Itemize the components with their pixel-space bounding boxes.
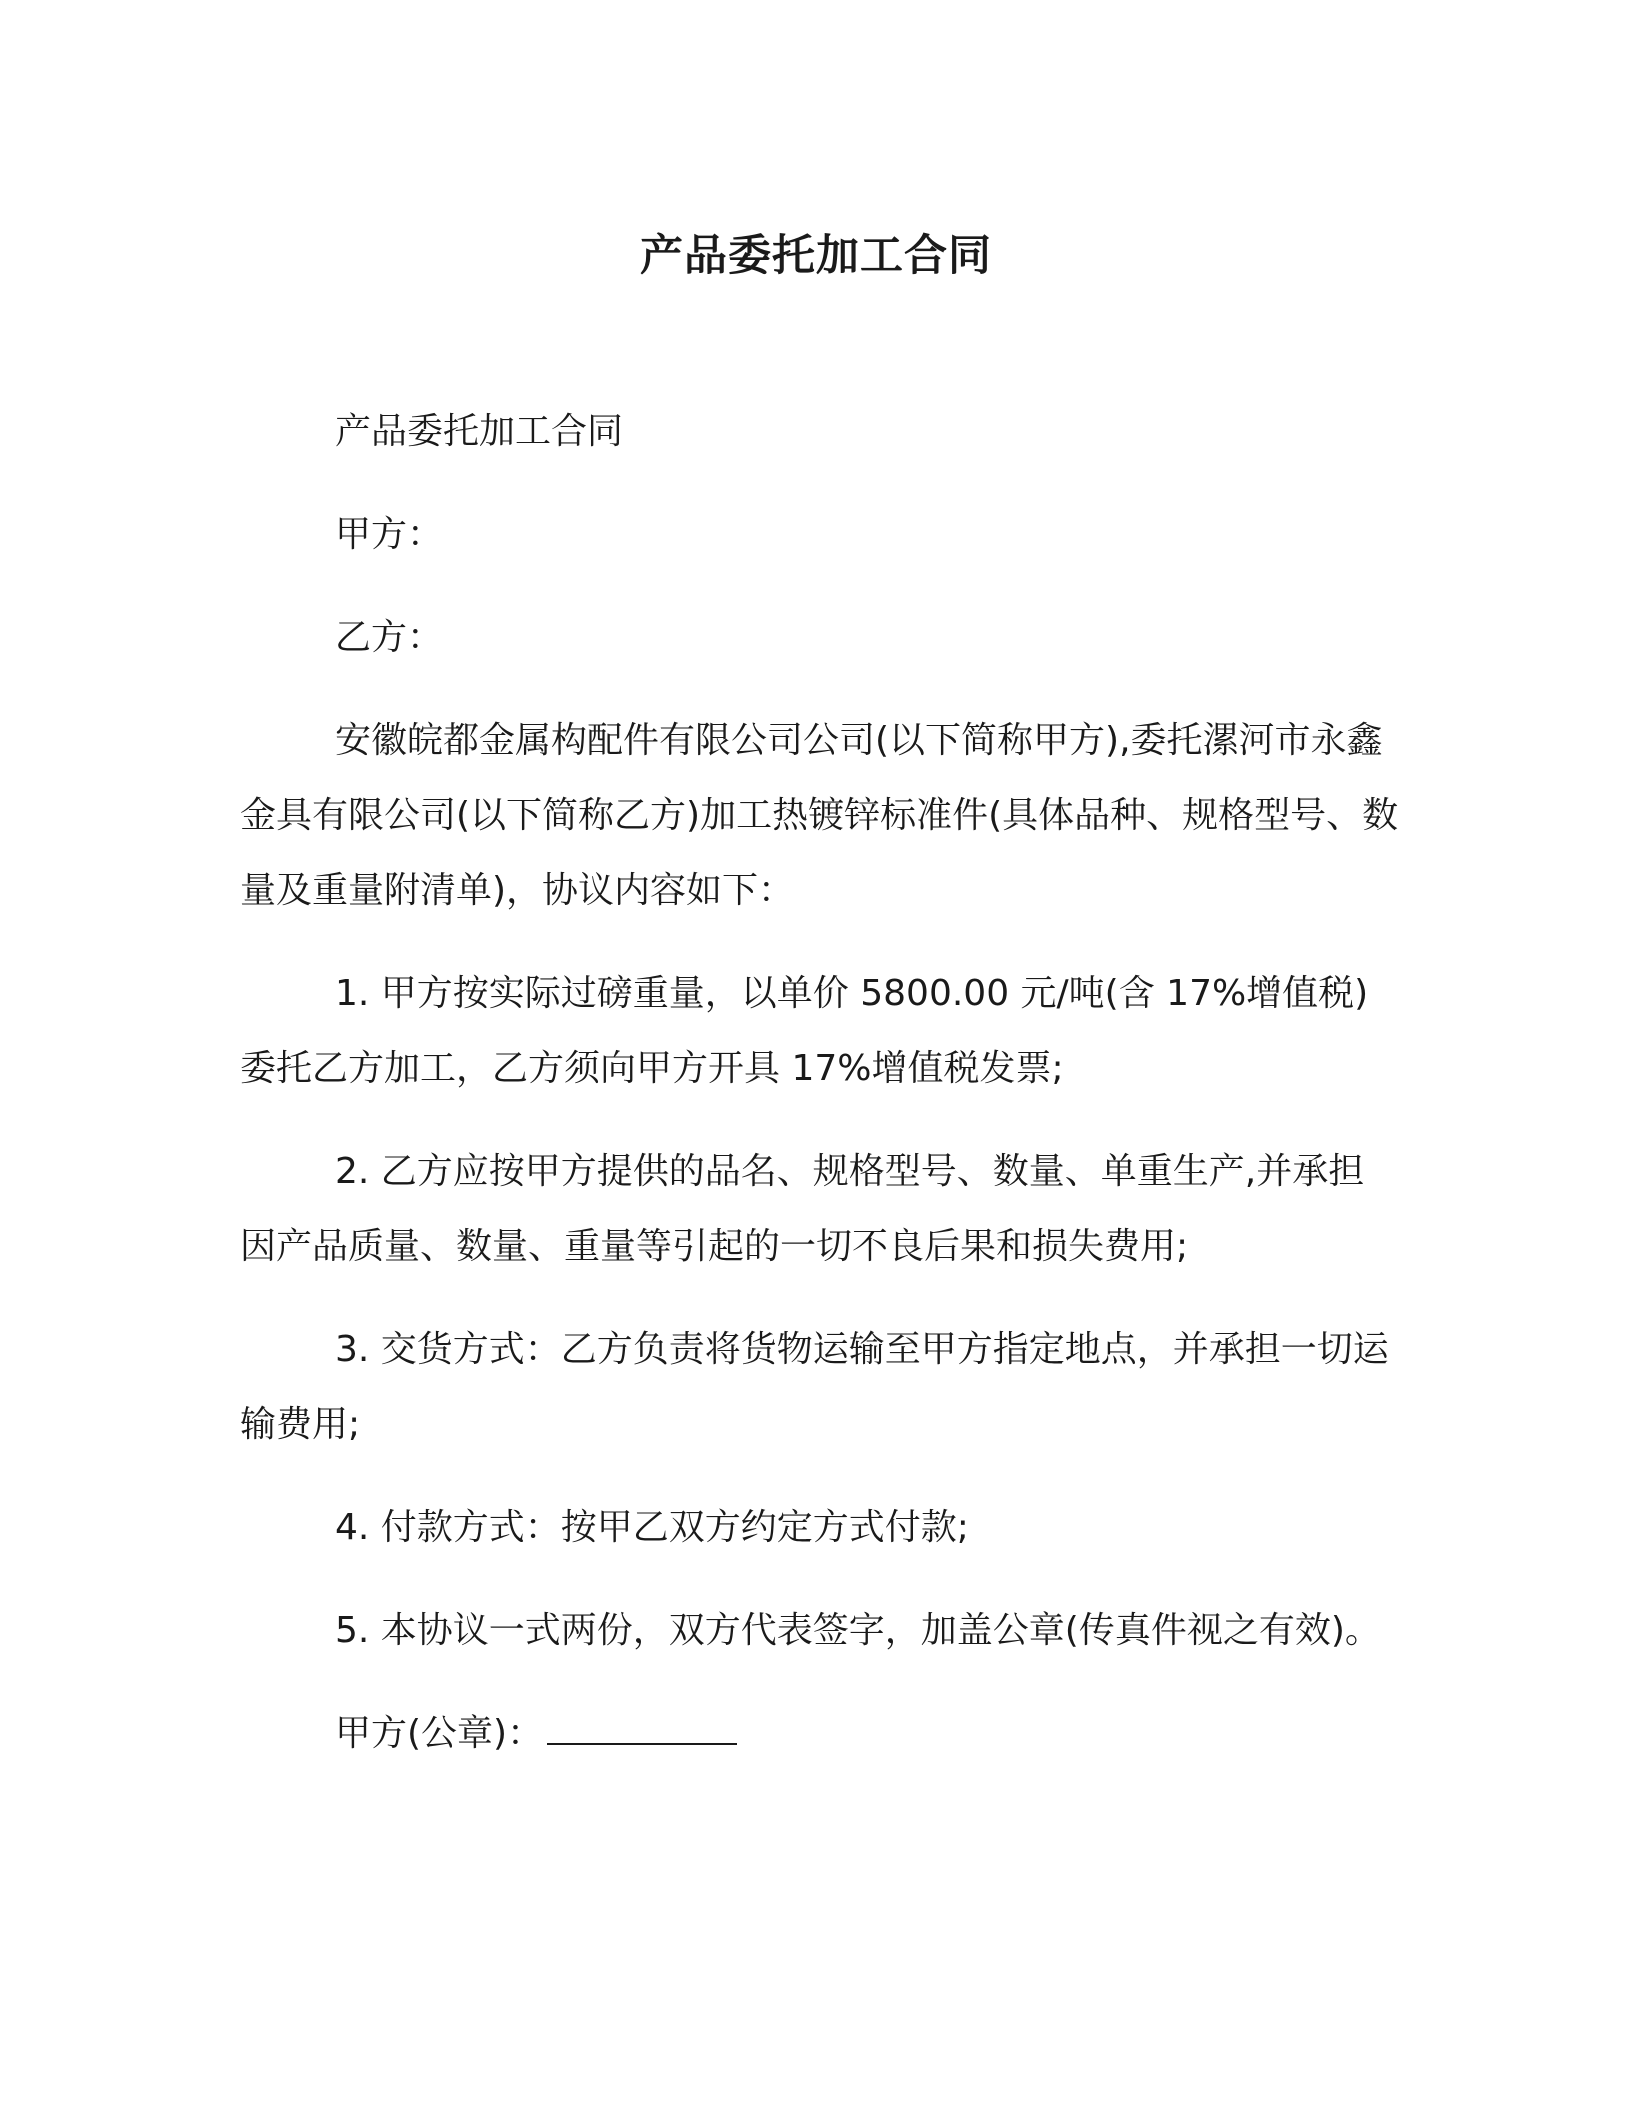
document-body (240, 394, 1400, 1799)
signature-label: 甲方(公章)： (335, 1713, 544, 1754)
clause-5: 5. 本协议一式两份，双方代表签字，加盖公章(传真件视之有效)。 (335, 1610, 1381, 1651)
clause-2: 2. 乙方应按甲方提供的品名、规格型号、数量、单重生产,并承担因产品质量、数量、重量等引起的一切不良后果和损失费用; (240, 1151, 1365, 1267)
signature-blank (547, 1713, 737, 1745)
document-title: 产品委托加工合同 (640, 231, 992, 281)
signature-line (240, 1696, 1400, 1771)
party-b-label: 乙方： (335, 617, 444, 658)
clause-1: 1. 甲方按实际过磅重量，以单价 5800.00 元/吨(含 17%增值税)委托乙方加工，乙方须向甲方开具 17%增值税发票; (240, 973, 1369, 1089)
clause-3: 3. 交货方式：乙方负责将货物运输至甲方指定地点，并承担一切运输费用; (240, 1329, 1389, 1445)
contract-subtitle: 产品委托加工合同 (335, 411, 624, 452)
clause-4: 4. 付款方式：按甲乙双方约定方式付款; (335, 1507, 969, 1548)
intro-paragraph: 安徽皖都金属构配件有限公司公司(以下简称甲方),委托漯河市永鑫金具有限公司(以下简称乙方)加工热镀锌标准件(具体品种、规格型号、数量及重量附清单)，协议内容如下： (240, 720, 1399, 911)
party-a-label: 甲方： (335, 514, 444, 555)
